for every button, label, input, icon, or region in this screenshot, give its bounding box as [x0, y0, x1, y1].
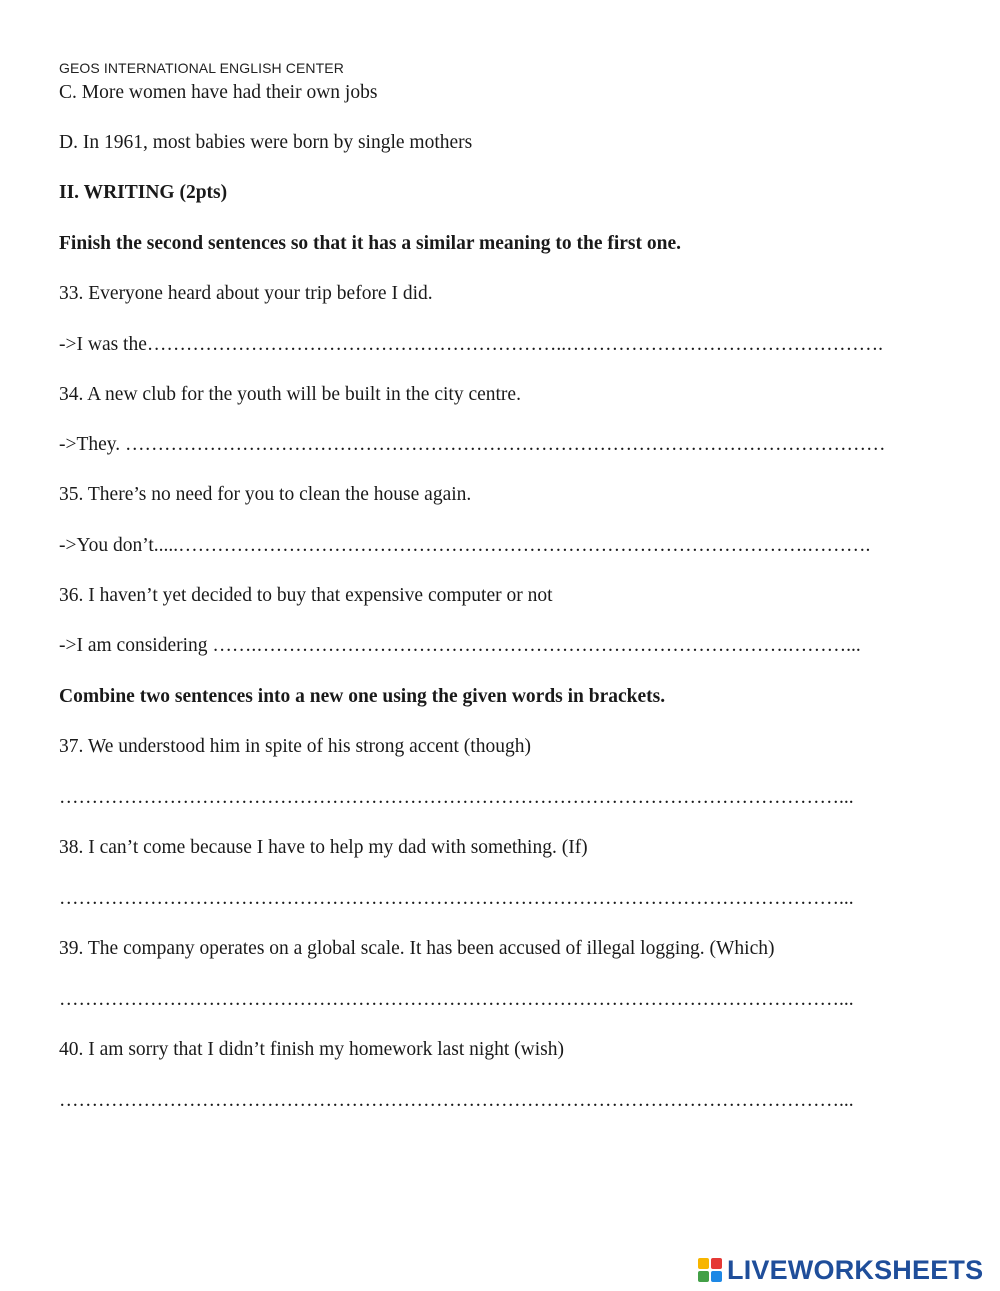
center-name-header: GEOS INTERNATIONAL ENGLISH CENTER — [59, 60, 344, 76]
liveworksheets-logo-icon — [698, 1258, 722, 1282]
question-33: 33. Everyone heard about your trip before I did. — [59, 283, 433, 304]
logo-wordmark: LIVEWORKSHEETS — [727, 1254, 984, 1285]
logo-square-yellow — [698, 1258, 709, 1269]
instruction-rewrite: Finish the second sentences so that it has a similar meaning to the first one. — [59, 233, 682, 254]
question-39: 39. The company operates on a global scale. It has been accused of illegal logging. (Which) — [59, 938, 775, 959]
question-38: 38. I can’t come because I have to help my dad with something. (If) — [59, 837, 588, 858]
answer-option-d: D. In 1961, most babies were born by single mothers — [59, 132, 473, 153]
question-36: 36. I haven’t yet decided to buy that expensive computer or not — [59, 585, 553, 606]
logo-square-red — [711, 1258, 722, 1269]
answer-line-38[interactable]: …………………………………………………………………………………………………………... — [59, 888, 854, 909]
logo-square-blue — [711, 1271, 722, 1282]
question-35: 35. There’s no need for you to clean the house again. — [59, 484, 472, 505]
answer-line-36[interactable]: ->I am considering …….……………………………………………………………………….………... — [59, 635, 861, 656]
answer-line-34[interactable]: ->They. ……………………………………………………………………………………………………… — [59, 434, 886, 455]
question-37: 37. We understood him in spite of his strong accent (though) — [59, 736, 531, 757]
section-heading-writing: II. WRITING (2pts) — [59, 182, 228, 203]
answer-line-39[interactable]: …………………………………………………………………………………………………………... — [59, 989, 854, 1010]
logo-square-green — [698, 1271, 709, 1282]
answer-line-40[interactable]: …………………………………………………………………………………………………………... — [59, 1090, 854, 1111]
answer-line-33[interactable]: ->I was the………………………………………………………..…………………………………………. — [59, 334, 884, 355]
instruction-combine: Combine two sentences into a new one using the given words in brackets. — [59, 686, 666, 707]
question-40: 40. I am sorry that I didn’t finish my homework last night (wish) — [59, 1039, 564, 1060]
question-34: 34. A new club for the youth will be built in the city centre. — [59, 384, 521, 405]
answer-line-37[interactable]: …………………………………………………………………………………………………………... — [59, 787, 854, 808]
liveworksheets-logo — [698, 1255, 983, 1285]
answer-option-c: C. More women have had their own jobs — [59, 82, 378, 103]
answer-line-35[interactable]: ->You don’t.....…………………………………………………………………………………….………. — [59, 535, 871, 556]
